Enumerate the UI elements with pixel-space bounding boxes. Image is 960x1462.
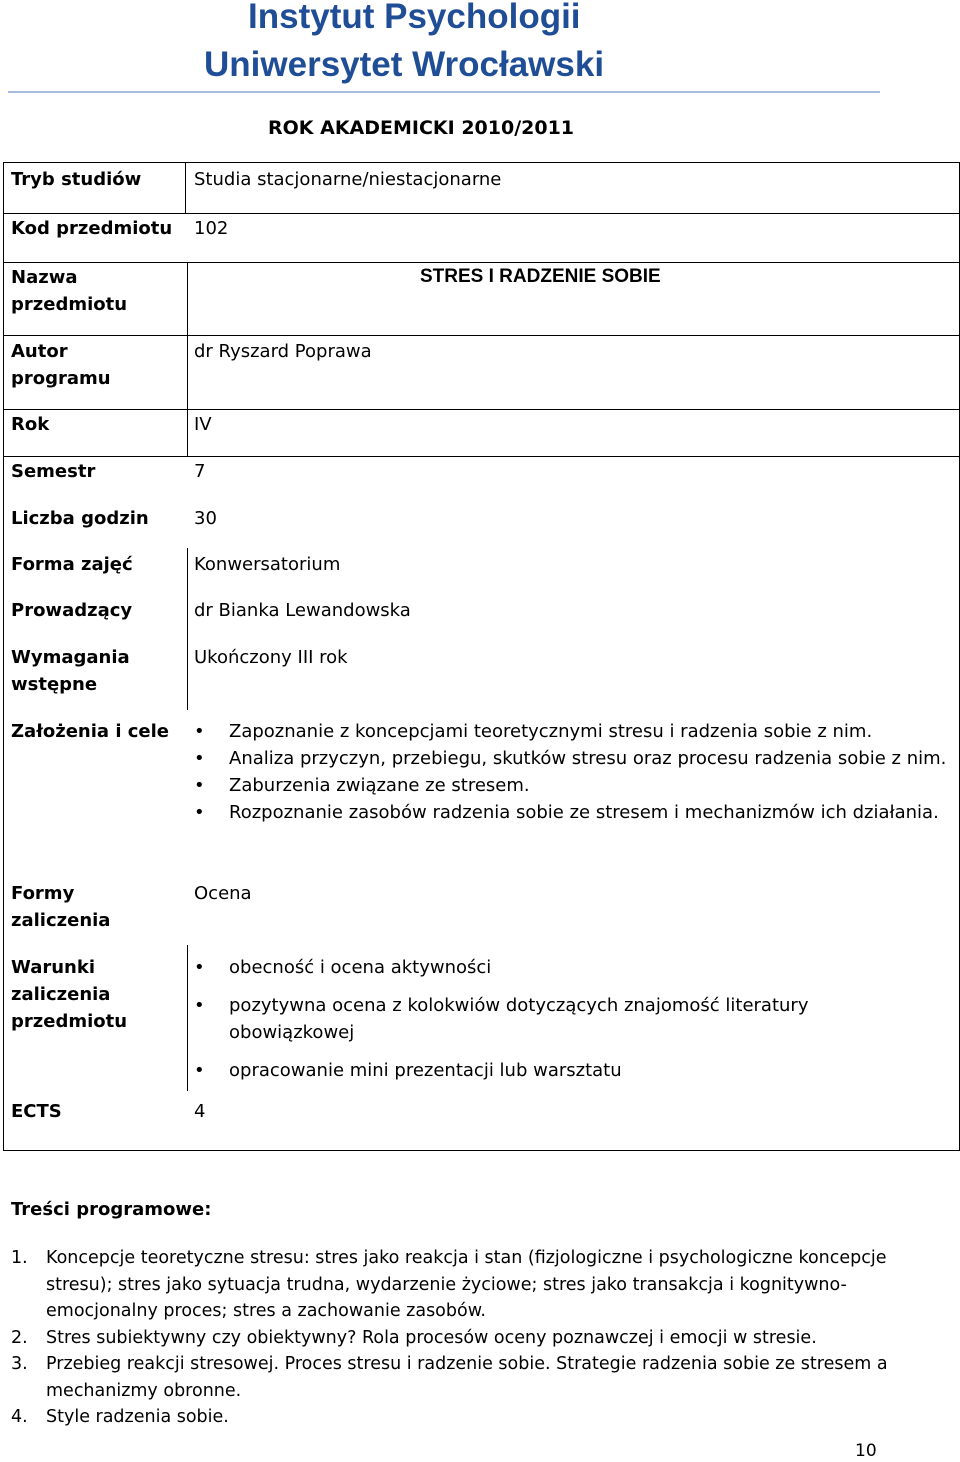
table-rule — [3, 335, 959, 336]
item-text: Style radzenia sobie. — [46, 1407, 229, 1427]
list-item: • opracowanie mini prezentacji lub warsztatu — [194, 1057, 874, 1084]
pass-conditions-label: Warunki zaliczenia przedmiotu — [11, 957, 128, 1032]
list-item: • Zapoznanie z koncepcjami teoretycznymi stresu i radzenia sobie z nim. — [194, 718, 950, 745]
assessment-form-label: Formy zaliczenia — [11, 883, 111, 931]
semester-label: Semestr — [11, 461, 96, 482]
ects-value: 4 — [194, 1101, 206, 1122]
class-form-value: Konwersatorium — [194, 554, 341, 575]
assessment-form-value: Ocena — [194, 883, 252, 904]
author-value: dr Ryszard Poprawa — [194, 341, 372, 362]
instructor-label: Prowadzący — [11, 600, 133, 621]
table-rule — [187, 548, 188, 710]
item-number: 1. — [11, 1248, 28, 1268]
list-item — [11, 1404, 931, 1431]
program-content-heading: Treści programowe: — [11, 1199, 212, 1220]
table-rule — [3, 409, 959, 410]
goals-list — [194, 718, 950, 826]
hours-value: 30 — [194, 508, 217, 529]
item-number: 3. — [11, 1354, 28, 1374]
list-item: • obecność i ocena aktywności — [194, 954, 874, 981]
page-number: 10 — [855, 1441, 877, 1461]
item-number: 2. — [11, 1327, 28, 1348]
year-label: Rok — [11, 414, 50, 435]
author-label: Autor programu — [11, 341, 111, 389]
program-content-list — [11, 1245, 931, 1431]
course-name-value: STRES I RADZENIE SOBIE — [420, 266, 661, 287]
class-form-label: Forma zajęć — [11, 554, 133, 575]
year-value: IV — [194, 414, 212, 435]
header-rule — [8, 91, 880, 93]
prerequisites-label: Wymagania wstępne — [11, 647, 130, 695]
item-text: Przebieg reakcji stresowej. Proces stresu i radzenie sobie. Strategie radzenia sobie ze stresem a mechanizmy obronne. — [46, 1354, 888, 1401]
table-rule — [187, 945, 188, 1091]
hours-label: Liczba godzin — [11, 508, 149, 529]
list-item — [11, 1245, 931, 1325]
table-rule — [3, 213, 959, 214]
table-rule — [187, 262, 188, 456]
semester-value: 7 — [194, 461, 206, 482]
course-code-value: 102 — [194, 218, 229, 239]
pass-conditions-list — [194, 954, 874, 1084]
institute-title: Instytut Psychologii — [248, 0, 581, 36]
table-rule — [3, 456, 959, 457]
goals-label: Założenia i cele — [11, 721, 170, 742]
table-rule — [3, 262, 959, 263]
item-text: Stres subiektywny czy obiektywny? Rola procesów oceny poznawczej i emocji w stresie. — [46, 1327, 817, 1348]
academic-year: ROK AKADEMICKI 2010/2011 — [268, 117, 575, 139]
list-item: • Analiza przyczyn, przebiegu, skutków stresu oraz procesu radzenia sobie z nim. — [194, 745, 950, 772]
course-code-label: Kod przedmiotu — [11, 218, 173, 239]
study-mode-label: Tryb studiów — [11, 169, 142, 190]
list-item: • pozytywna ocena z kolokwiów dotyczących znajomość literatury obowiązkowej — [194, 992, 874, 1046]
instructor-value: dr Bianka Lewandowska — [194, 600, 411, 621]
prerequisites-value: Ukończony III rok — [194, 647, 348, 668]
course-name-label: Nazwa przedmiotu — [11, 267, 128, 315]
study-mode-value: Studia stacjonarne/niestacjonarne — [194, 169, 502, 190]
list-item — [11, 1325, 931, 1352]
list-item: • Zaburzenia związane ze stresem. — [194, 772, 950, 799]
university-title: Uniwersytet Wrocławski — [204, 45, 605, 84]
item-text: Koncepcje teoretyczne stresu: stres jako reakcja i stan (fizjologiczne i psychologiczne koncepcje stresu); stres jako sytuacja trudna, wydarzenie życiowe; stres jako transakcja i kognitywno-emocjonalny proces; stres a zachowanie zasobów. — [46, 1248, 887, 1321]
list-item: • Rozpoznanie zasobów radzenia sobie ze stresem i mechanizmów ich działania. — [194, 799, 950, 826]
ects-label: ECTS — [11, 1101, 62, 1122]
list-item — [11, 1351, 931, 1404]
table-rule — [185, 163, 186, 213]
item-number: 4. — [11, 1407, 28, 1427]
